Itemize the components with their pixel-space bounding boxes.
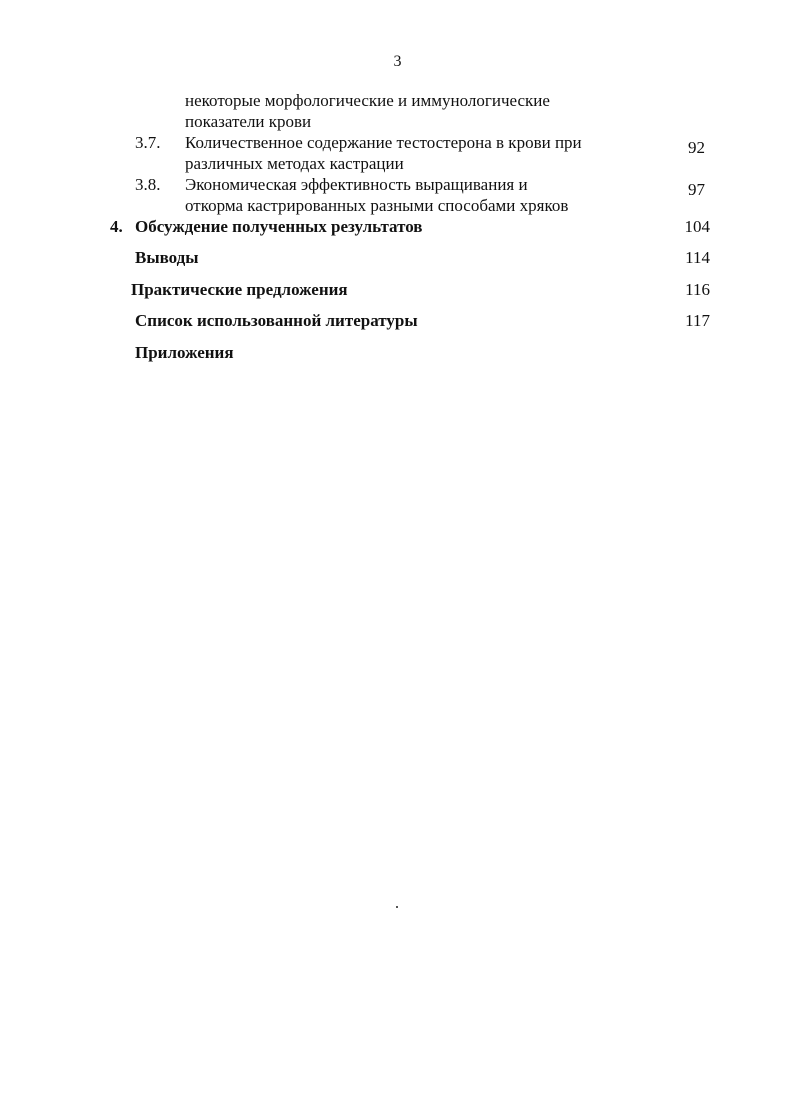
toc-references-title: Список использованной литературы bbox=[135, 311, 418, 330]
toc-item-title-line-1: Экономическая эффективность выращивания и bbox=[185, 175, 528, 194]
toc-chapter-number: 4. bbox=[110, 217, 123, 236]
scan-artifact-dot bbox=[396, 906, 398, 908]
toc-practical-title: Практические предложения bbox=[131, 280, 348, 299]
toc-chapter-page: 104 bbox=[684, 217, 710, 236]
toc-item-title-line-2: откорма кастрированных разными способами хряков bbox=[185, 196, 569, 215]
toc-chapter-title: Обсуждение полученных результатов bbox=[135, 217, 423, 236]
toc-item-title-line-1: Количественное содержание тестостерона в крови при bbox=[185, 133, 582, 152]
toc-item-title-line-2: различных методах кастрации bbox=[185, 154, 404, 173]
toc-item-page: 92 bbox=[688, 138, 705, 157]
toc-item-number: 3.8. bbox=[135, 175, 161, 194]
page-number: 3 bbox=[393, 53, 402, 70]
toc-conclusions-title: Выводы bbox=[135, 248, 199, 267]
toc-item-number: 3.7. bbox=[135, 133, 161, 152]
toc-item-page: 97 bbox=[688, 180, 705, 199]
toc-appendices-title: Приложения bbox=[135, 343, 234, 362]
toc-continuation-line-1: некоторые морфологические и иммунологические bbox=[185, 91, 550, 110]
toc-practical-page: 116 bbox=[685, 280, 710, 299]
toc-references-page: 117 bbox=[685, 311, 710, 330]
toc-conclusions-page: 114 bbox=[685, 248, 710, 267]
toc-continuation-line-2: показатели крови bbox=[185, 112, 312, 131]
